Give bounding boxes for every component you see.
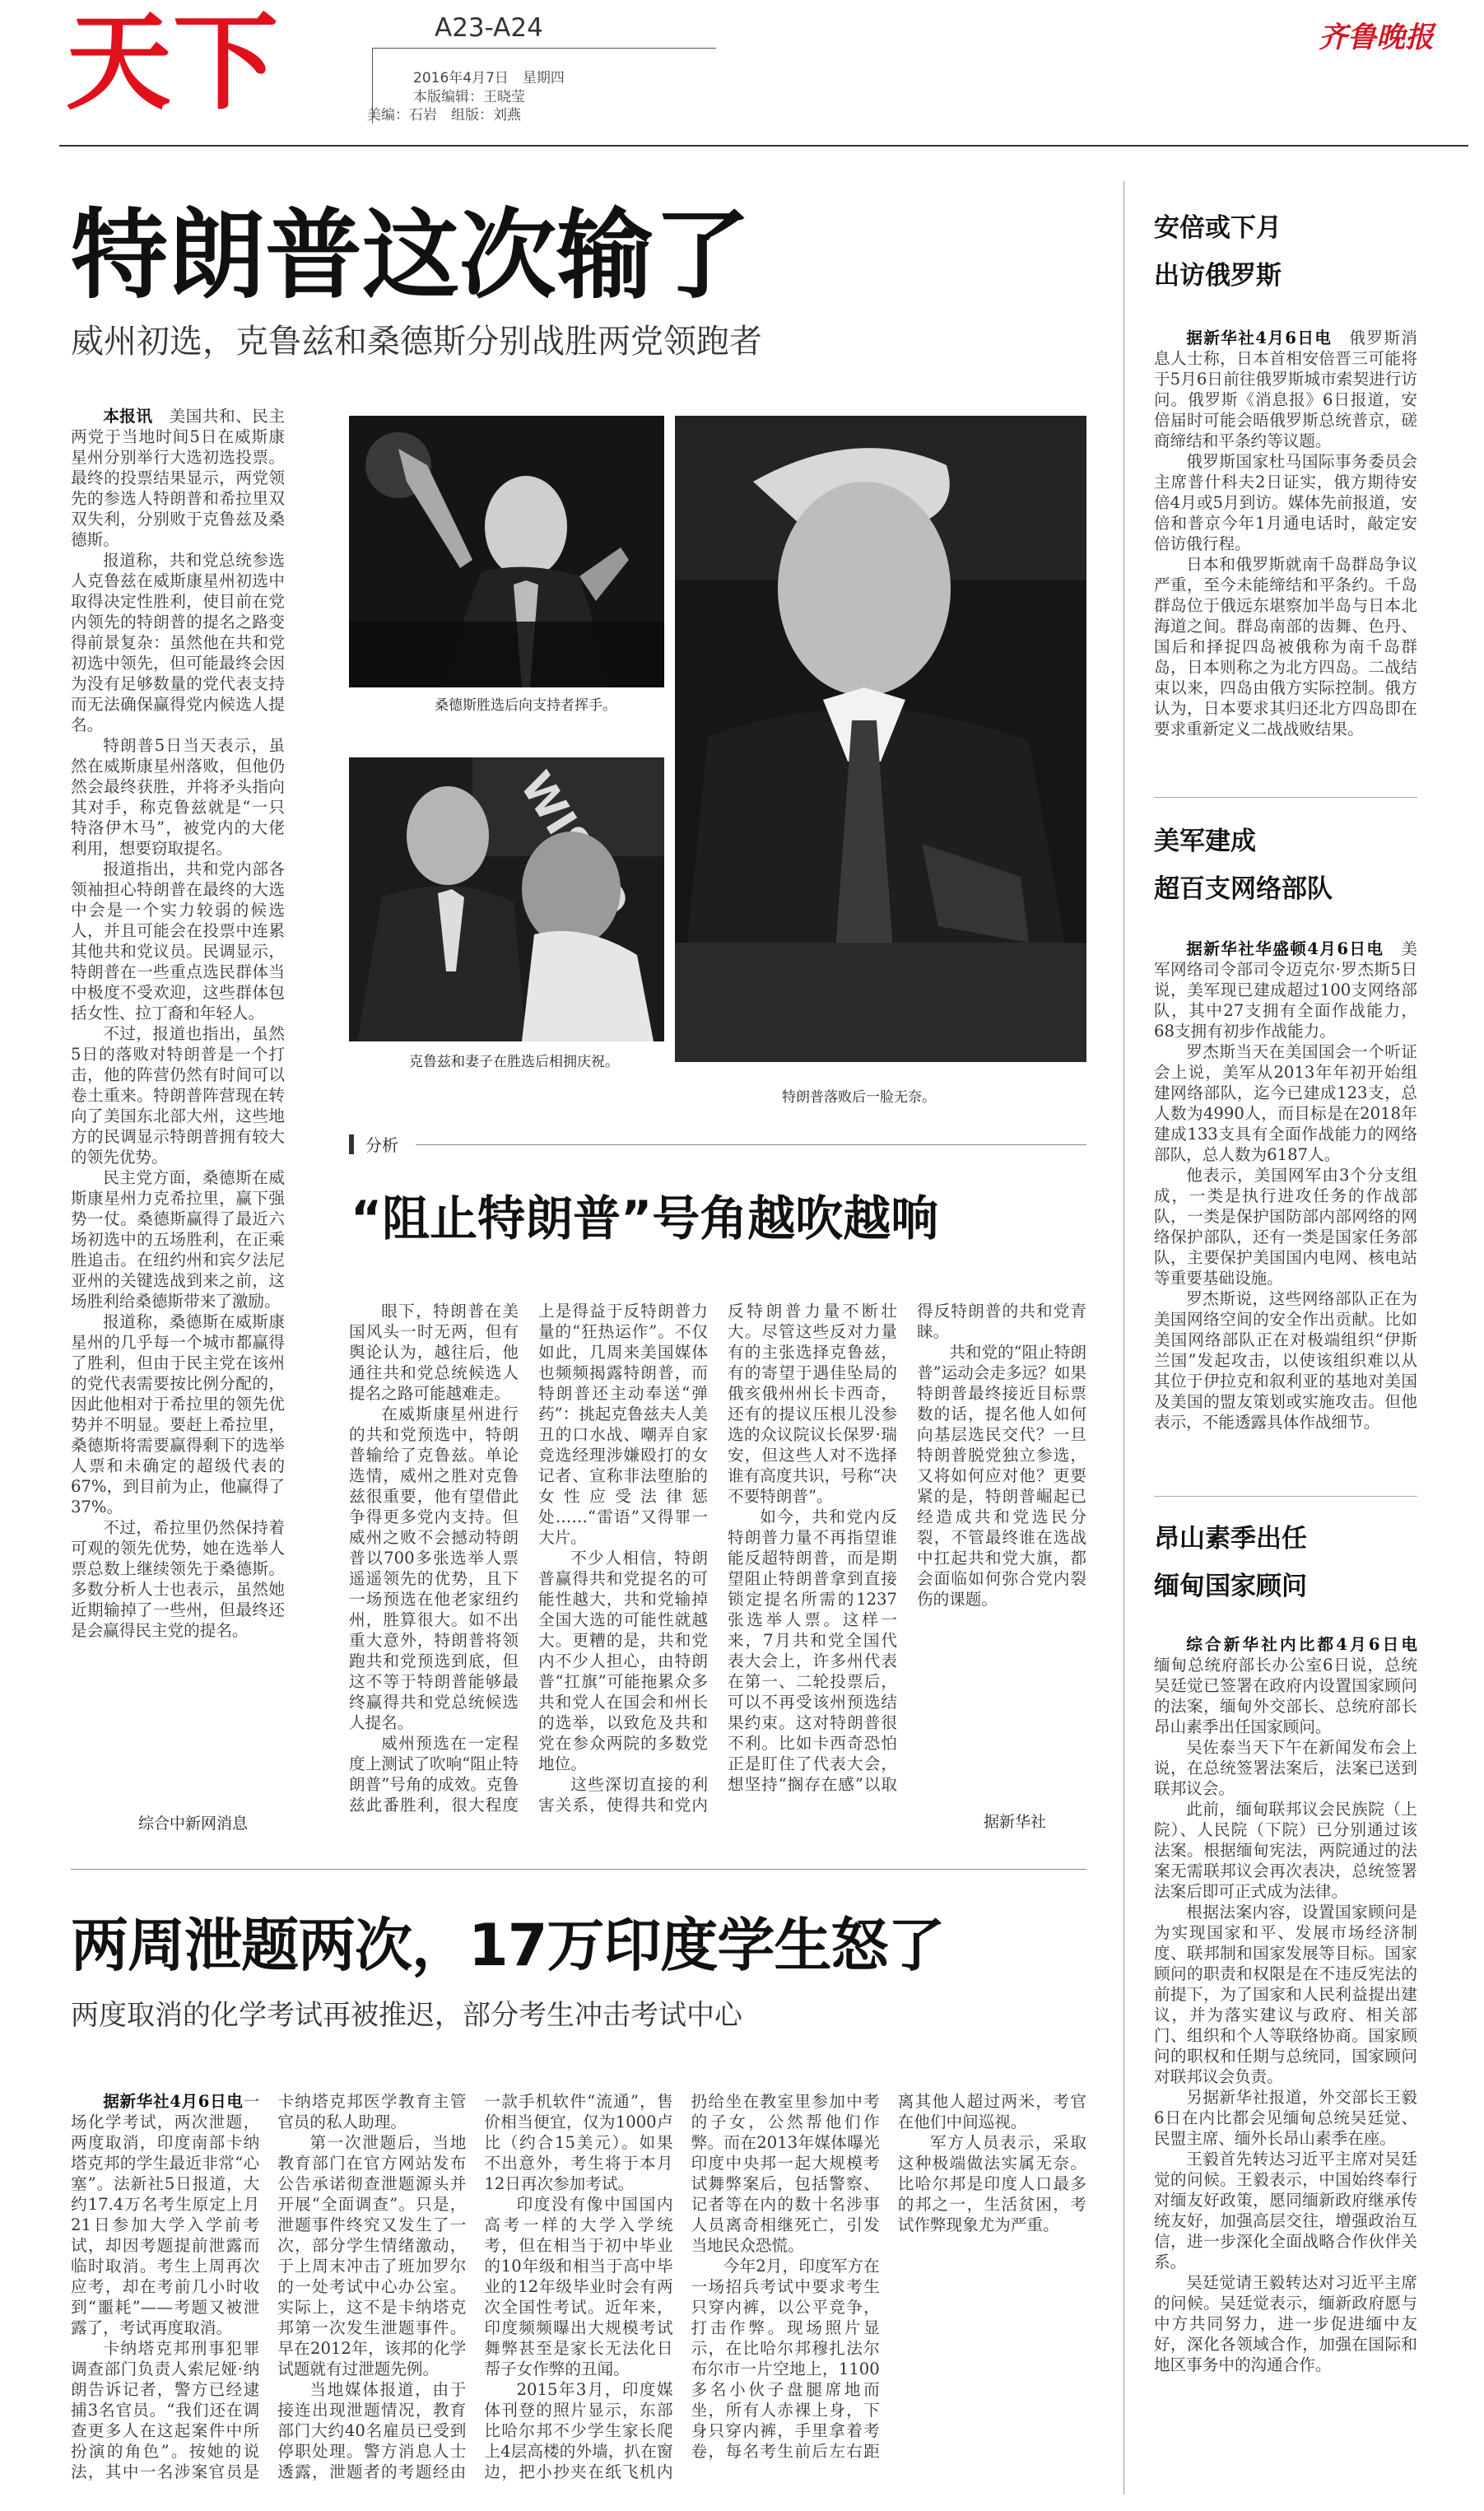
- analysis-paragraph: 在威斯康星州进行的共和党预选中，特朗普输给了克鲁兹。单论选情，威州之胜对克鲁兹很重要，他有望借此争得更多党内支持。但威州之败不会撼动特朗普以700多张选举人票遥遥领先的优势，且下一场预选在他老家纽约州，胜算很大。如不出重大意外，特朗普将领跑共和党预选到底，但这不等于特朗普能够最终赢得共和党总统候选人提名。: [349, 1405, 519, 1732]
- lead-subhead: 威州初选，克鲁兹和桑德斯分别战胜两党领跑者: [71, 323, 762, 361]
- india-subhead: 两度取消的化学考试再被推迟，部分考生冲击考试中心: [71, 1999, 742, 2032]
- section-divider: [71, 1869, 1086, 1870]
- analysis-paragraph: 这些深切直接的利害关系，使得共和党内反特朗普力量不断壮大。尽管这些反对力量有的主张选择克鲁兹，有的寄望于遇佳坠局的俄亥俄州州长卡西奇，还有的提议压根儿没参选的众议院议长保罗·瑞安，但这些人对不选择谁有高度共识，号称“决不要特朗普”。: [538, 1302, 897, 1815]
- india-paragraph: 军方人员表示，采取这种极端做法实属无奈。比哈尔邦是印度人口最多的邦之一，生活贫困，考试作弊现象尤为严重。: [897, 2133, 1086, 2234]
- lead-paragraph: 报道指出，共和党内部各领袖担心特朗普在最终的大选中会是一个实力较弱的候选人，并且可能会在投票中连累其他共和党议员。民调显示，特朗普在一些重点选民群体当中极度不受欢迎，这些群体包括女性、拉丁裔和年轻人。: [71, 860, 285, 1023]
- analysis-tag-rule: [416, 1144, 1086, 1145]
- masthead-divider: [59, 145, 1468, 147]
- right-story2-dateline: 据新华社华盛顿4月6日电: [1186, 939, 1384, 958]
- sanders-silhouette: [349, 416, 664, 687]
- india-paragraph: 2015年3月，印度媒体刊登的照片显示，东部比哈尔邦不少学生家长爬上4层高楼的外墙，扒在窗边，把小抄夹在纸飞机内扔给坐在教室里参加中考的子女，公然帮他们作弊。而在2013年媒体曝光印度中央邦一起大规模考试舞弊案后，包括警察、记者等在内的数十名涉事人员离奇相继死亡，引发当地民众恐慌。: [484, 2092, 880, 2481]
- lead-paragraph: 不过，希拉里仍然保持着可观的领先优势，她在选举人票总数上继续领先于桑德斯。多数分析人士也表示，虽然她近期输掉了一些州，但最终还是会赢得民主党的提名。: [71, 1518, 285, 1640]
- india-paragraph: 印度没有像中国国内高考一样的大学入学统考，但在相当于初中毕业的10年级和相当于高中毕业的12年级毕业时会有两次全国性考试。近年来，印度频频曝出大规模考试舞弊甚至是家长无法化日帮子女作弊的丑闻。: [484, 2195, 673, 2378]
- cruz-silhouette: [349, 757, 664, 1041]
- right-story3-paragraph: 另据新华社报道，外交部长王毅6日在内比都会见缅甸总统吴廷觉、民盟主席、缅外长昂山素季在座。: [1154, 2088, 1417, 2148]
- section-title: 天下: [66, 2, 281, 124]
- issue-date: 2016年4月7日 星期四: [413, 70, 565, 86]
- right-divider-2: [1154, 1496, 1417, 1497]
- right-story1-paragraph: 日本和俄罗斯就南千岛群岛争议严重，至今未能缔结和平条约。千岛群岛位于俄远东堪察加半岛与日本北海道之间。群岛南部的齿舞、色丹、国后和择捉四岛被俄称为南千岛群岛，日本则称之为北方四岛。二战结束以来，四岛由俄方实际控制。俄方认为，日本要求其归还北方四岛即在要求重新定义二战战败结果。: [1154, 555, 1417, 738]
- right-story1-headline: 安倍或下月 出访俄罗斯: [1154, 213, 1282, 291]
- analysis-paragraph: 眼下，特朗普在美国风头一时无两，但有舆论认为，越往后，他通往共和党总统候选人提名之路可能越难走。: [349, 1302, 519, 1403]
- analysis-column-flow: [349, 1301, 1086, 1829]
- analysis-source: 据新华社: [984, 1813, 1047, 1831]
- right-story1-body: [1154, 328, 1417, 780]
- analysis-paragraph: 共和党的“阻止特朗普”运动会走多远？如果特朗普最终接近目标票数的话，提名他人如何向基层选民交代？一旦特朗普脱党独立参选，又将如何应对他？更要紧的是，特朗普崛起已经造成共和党选民分裂，不管最终谁在选战中扛起共和党大旗，都会面临如何弥合党内裂伤的课题。: [917, 1343, 1086, 1609]
- india-column-flow: [71, 2091, 1086, 2493]
- trump-photo: [675, 416, 1086, 1062]
- right-story3-paragraph: 吴廷觉请王毅转达对习近平主席的问候。吴廷觉表示，缅新政府愿与中方共同努力，进一步促进缅中友好，深化各领域合作，加强在国际和地区事务中的沟通合作。: [1154, 2273, 1417, 2374]
- lead-paragraph: 报道称，桑德斯在威斯康星州的几乎每一个城市都赢得了胜利，但由于民主党在该州的党代表需要按比例分配的，因此他相对于希拉里的领先优势并不明显。要赶上希拉里，桑德斯将需要赢得剩下的选举人票和未确定的超级代表的67%，到目前为止，他赢得了37%。: [71, 1312, 285, 1516]
- right-story1-paragraph: 俄罗斯国家杜马国际事务委员会主席普什科夫2日证实，俄方期待安倍4月或5月到访。媒体先前报道，安倍和普京今年1月通电话时，敲定安倍访俄行程。: [1154, 452, 1417, 553]
- lead-paragraph: 民主党方面，桑德斯在威斯康星州力克希拉里，赢下强势一仗。桑德斯赢得了最近六场初选中的五场胜利，在正乘胜追击。在纽约州和宾夕法尼亚州的关键选战到来之前，这场胜利给桑德斯带来了激励。: [71, 1168, 285, 1311]
- right-story3-paragraph: 此前，缅甸联邦议会民族院（上院）、人民院（下院）已分别通过该法案。根据缅甸宪法，两院通过的法案无需联邦议会再次表决，总统签署法案后即可正式成为法律。: [1154, 1800, 1417, 1901]
- analysis-headline: “阻止特朗普”号角越吹越响: [351, 1190, 939, 1246]
- sanders-caption: 桑德斯胜选后向支持者挥手。: [435, 697, 616, 714]
- masthead-rule: [372, 48, 716, 49]
- right-story1-paragraph: 据新华社4月6日电 俄罗斯消息人士称，日本首相安倍晋三可能将于5月6日前往俄罗斯城市索契进行访问。俄罗斯《消息报》6日报道，安倍届时可能会晤俄罗斯总统普京，磋商缔结和平条约等议题。: [1154, 328, 1417, 450]
- lead-paragraph: 报道称，共和党总统参选人克鲁兹在威斯康星州初选中取得决定性胜利，使目前在党内领先的特朗普的提名之路变得前景复杂：虽然他在共和党初选中领先，但可能最终会因为没有足够数量的党代表支持而无法确保赢得党内候选人提名。: [71, 551, 285, 734]
- india-paragraph: 第一次泄题后，当地教育部门在官方网站发布公告承诺彻查泄题源头并开展“全面调查”。只是，泄题事件终究又发生了一次，部分学生情绪激动，于上周末冲击了班加罗尔的一处考试中心办公室。实际上，这不是卡纳塔克邦第一次发生泄题事件。早在2012年，该邦的化学试题就有过泄题先例。: [277, 2133, 467, 2378]
- lead-dateline: 本报讯: [103, 407, 153, 426]
- right-story2-paragraph: 罗杰斯说，这些网络部队正在为美国网络空间的安全作出贡献。比如美国网络部队正在对极端组织“伊斯兰国”发起攻击，以使该组织难以从其位于伊拉克和叙利亚的基地对美国及美国的盟友策划或实施攻击。但他表示，不能透露具体作战细节。: [1154, 1289, 1417, 1432]
- lead-headline: 特朗普这次输了: [71, 198, 751, 312]
- cruz-photo: [349, 757, 664, 1041]
- lead-paragraph: 本报讯 美国共和、民主两党于当地时间5日在威斯康星州分别举行大选初选投票。最终的投票结果显示，两党领先的参选人特朗普和希拉里双双失利，分别败于克鲁兹及桑德斯。: [71, 407, 285, 549]
- lead-paragraph: 不过，报道也指出，虽然5日的落败对特朗普是一个打击，他的阵营仍然有时间可以卷土重来。特朗普阵营现在转向了美国东北部大州，这些地方的民调显示特朗普拥有较大的领先优势。: [71, 1024, 285, 1167]
- right-story2-paragraph: 他表示，美国网军由3个分支组成，一类是执行进攻任务的作战部队，一类是保护国防部内部网络的网络保护部队，还有一类是国家任务部队，主要保护美国国内电网、核电站等重要基础设施。: [1154, 1166, 1417, 1288]
- lead-source: 综合中新网消息: [138, 1815, 249, 1833]
- analysis-tag: 分析: [365, 1135, 398, 1155]
- lead-text-column: [71, 406, 285, 1814]
- right-story2-paragraph: 罗杰斯当天在美国国会一个听证会上说，美军从2013年年初开始组建网络部队，迄今已建成123支，总人数为4990人，而目标是在2018年建成133支具有全面作战能力的网络部队，总人数为6187人。: [1154, 1042, 1417, 1164]
- right-divider-1: [1154, 797, 1417, 798]
- lead-paragraph: 特朗普5日当天表示，虽然在威斯康星州落败，但他仍然会最终获胜，并将矛头指向其对手，称克鲁兹就是“一只特洛伊木马”，被党内的大佬利用，想要窃取提名。: [71, 736, 285, 858]
- analysis-paragraph: 不少人相信，特朗普赢得共和党提名的可能性越大，共和党输掉全国大选的可能性就越大。更糟的是，共和党内不少人担心，由特朗普“扛旗”可能拖累众多共和党人在国会和州长的选举，以致危及共和党在参众两院的多数党地位。: [538, 1549, 708, 1773]
- page-editor: 本版编辑：王晓莹: [413, 89, 525, 105]
- page-designer: 美编：石岩 组版：刘燕: [367, 107, 521, 123]
- cruz-caption: 克鲁兹和妻子在胜选后相拥庆祝。: [409, 1054, 619, 1070]
- right-story2-headline: 美军建成 超百支网络部队: [1154, 827, 1333, 904]
- right-story2-body: [1154, 939, 1417, 1474]
- right-story3-body: [1154, 1634, 1417, 2495]
- page-numbers: A23-A24: [435, 13, 543, 43]
- right-column-rule: [1123, 181, 1124, 2495]
- india-paragraph: 当地媒体报道，由于接连出现泄题情况，教育部门大约40名雇员已受到停职处理。警方消息人士透露，泄题者的考题经由一款手机软件“流通”，售价相当便宜，仅为1000卢比（约合15美元）。如果不出意外，考生将于本月12日再次参加考试。: [277, 2092, 673, 2481]
- india-headline: 两周泄题两次，17万印度学生怒了: [71, 1912, 945, 1979]
- analysis-paragraph: 如今，共和党内反特朗普力量不再指望谁能反超特朗普，而是期望阻止特朗普拿到直接锁定提名所需的1237张选举人票。这样一来，7月共和党全国代表大会上，许多州代表在第一、二轮投票后，可以不再受该州预选结果约束。这对特朗普很不利。比如卡西奇恐怕正是盯住了代表大会，想坚持“搁存在感”以取得反特朗普的共和党青睐。: [728, 1302, 1086, 1794]
- right-story3-paragraph: 王毅首先转达习近平主席对吴廷觉的问候。王毅表示，中国始终奉行对缅友好政策，愿同缅新政府继承传统友好，加强高层交往，增强政治互信，进一步深化全面战略合作伙伴关系。: [1154, 2150, 1417, 2271]
- right-story3-paragraph: 吴佐泰当天下午在新闻发布会上说，在总统签署法案后，法案已送到联邦议会。: [1154, 1738, 1417, 1798]
- right-story3-headline: 昂山素季出任 缅甸国家顾问: [1154, 1524, 1307, 1601]
- india-paragraph: 今年2月，印度军方在一场招兵考试中要求考生只穿内裤，以公平竞争，打击作弊。现场照片显示，在比哈尔邦穆扎法尔布尔市一片空地上，1100多名小伙子盘腿席地而坐，所有人赤裸上身，下身只穿内裤，手里拿着考卷，每名考生前后左右距离其他人超过两米，考官在他们中间巡视。: [691, 2092, 1086, 2461]
- trump-silhouette: [675, 416, 1086, 1062]
- right-story1-dateline: 据新华社4月6日电: [1186, 328, 1333, 347]
- newspaper-logo: 齐鲁晚报: [1319, 21, 1435, 54]
- india-paragraph: 据新华社4月6日电一场化学考试，两次泄题，两度取消，印度南部卡纳塔克邦的学生最近非常“心塞”。法新社5日报道，大约17.4万名考生原定上月21日参加大学入学前考试，却因考题提前泄露而临时取消。考生上周再次应考，却在考前几小时收到“噩耗”——考题又被泄露了，考试再度取消。: [71, 2092, 260, 2337]
- right-story3-paragraph: 综合新华社内比都4月6日电 缅甸总统府部长办公室6日说，总统吴廷觉已签署在政府内设置国家顾问的法案，缅甸外交部长、总统府部长昂山素季出任国家顾问。: [1154, 1635, 1417, 1736]
- india-dateline: 据新华社4月6日电: [103, 2092, 244, 2111]
- trump-caption: 特朗普落败后一脸无奈。: [782, 1089, 936, 1106]
- right-story2-paragraph: 据新华社华盛顿4月6日电 美军网络司令部司令迈克尔·罗杰斯5日说，美军现已建成超过100支网络部队，其中27支拥有全面作战能力，68支拥有初步作战能力。: [1154, 939, 1417, 1041]
- analysis-paragraph: 威州预选在一定程度上测试了吹响“阻止特朗普”号角的成效。克鲁兹此番胜利，很大程度上是得益于反特朗普力量的“狂热运作”。不仅如此，几周来美国媒体也频频揭露特朗普，而特朗普还主动奉送“弹药”：挑起克鲁兹夫人美丑的口水战、嘲弄自家竞选经理涉嫌殴打的女记者、宣称非法堕胎的女性应受法律惩处……“雷语”又得罪一大片。: [349, 1302, 708, 1815]
- section-logo: [66, 2, 337, 132]
- right-story3-paragraph: 根据法案内容，设置国家顾问是为实现国家和平、发展市场经济制度、联邦制和国家发展等目标。国家顾问的职责和权限是在不违反宪法的前提下，为了国家和人民利益提出建议，并为落实建议与政府、相关部门、组织和个人等联络协商。国家顾问的职权和任期与总统同，国家顾问对联邦议会负责。: [1154, 1903, 1417, 2086]
- sanders-photo: [349, 416, 664, 687]
- right-story3-dateline: 综合新华社内比都4月6日电: [1186, 1635, 1417, 1654]
- analysis-tag-bar: [349, 1134, 354, 1154]
- india-paragraph: 卡纳塔克邦刑事犯罪调查部门负责人索尼娅·纳朗告诉记者，警方已经逮捕3名官员。“我们还在调查更多人在这起案件中所扮演的角色”。按她的说法，其中一名涉案官员是卡纳塔克邦医学教育主管官员的私人助理。: [71, 2092, 467, 2481]
